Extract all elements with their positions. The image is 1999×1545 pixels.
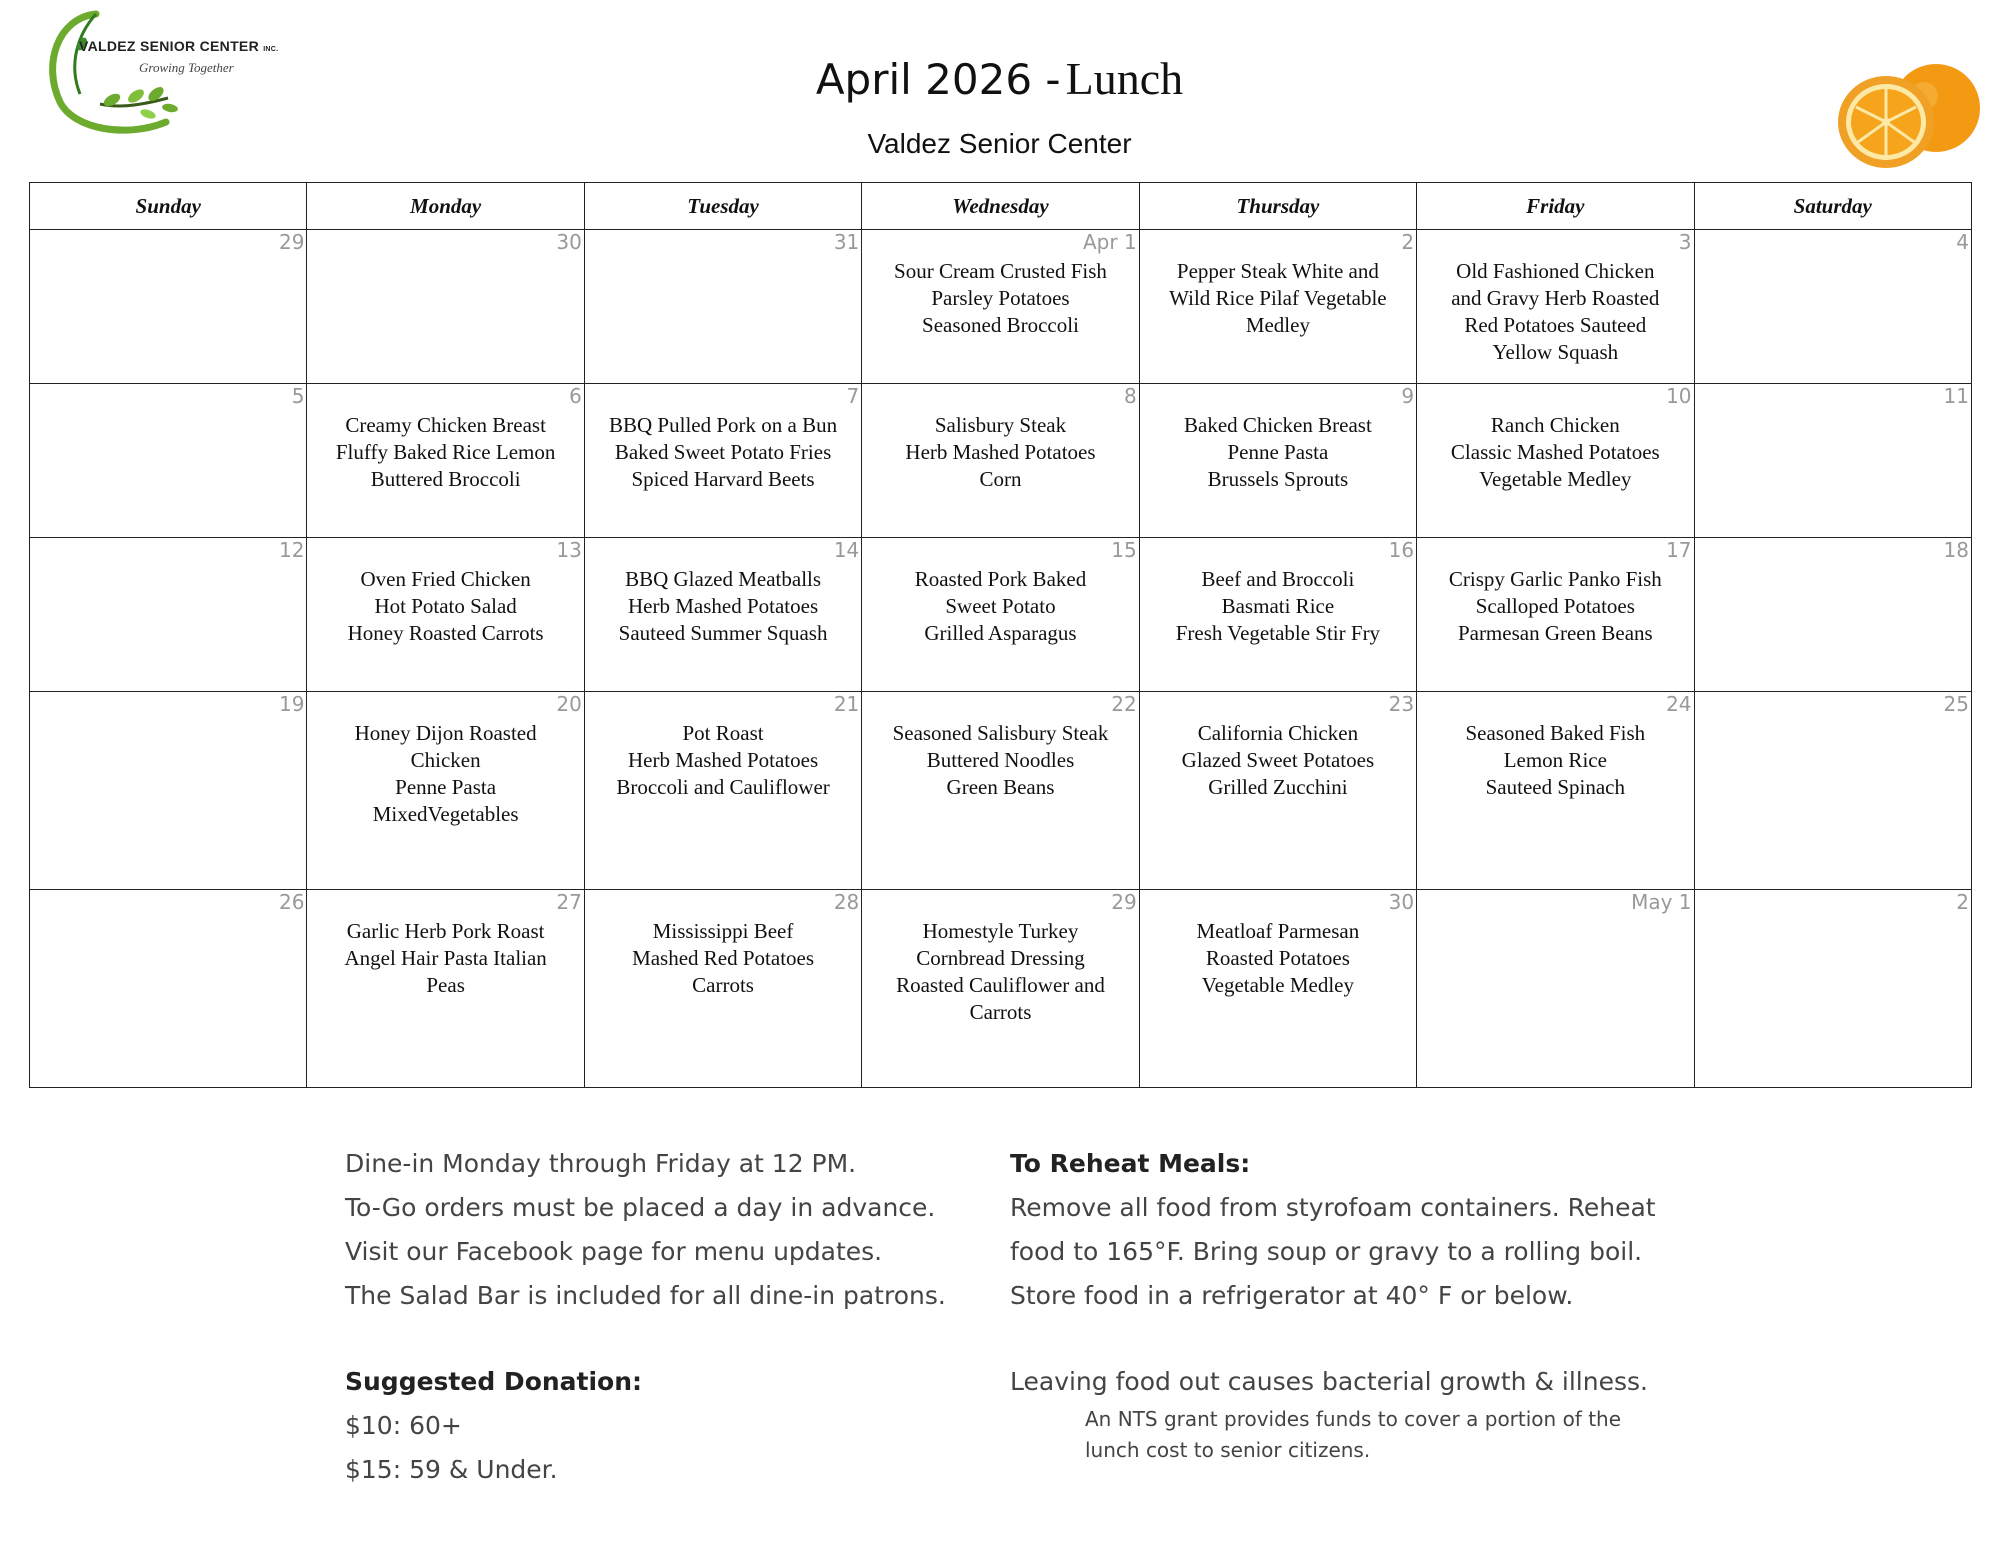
menu-items — [585, 412, 861, 493]
menu-item: Parmesan Green Beans — [1457, 621, 1653, 645]
calendar-day-cell — [1694, 890, 1971, 1088]
menu-items — [862, 566, 1138, 647]
menu-item: Spiced Harvard Beets — [631, 467, 815, 491]
menu-item: Green Beans — [946, 775, 1055, 799]
menu-item: Peas — [426, 973, 465, 997]
menu-item: Honey Dijon Roasted — [354, 721, 537, 745]
menu-item: Yellow Squash — [1492, 340, 1619, 364]
info-line: To-Go orders must be placed a day in advance. — [345, 1193, 936, 1222]
menu-items — [307, 412, 583, 493]
day-number: 30 — [1388, 890, 1415, 914]
menu-item: BBQ Pulled Pork on a Bun — [609, 413, 838, 437]
calendar-day-cell — [862, 890, 1139, 1088]
menu-item: Creamy Chicken Breast — [345, 413, 546, 437]
day-number: 9 — [1401, 384, 1415, 408]
day-number: 24 — [1666, 692, 1692, 716]
day-number: 3 — [1678, 230, 1692, 254]
calendar-day-cell — [1139, 890, 1416, 1088]
menu-item: Grilled Zucchini — [1208, 775, 1348, 799]
weekday-header: Tuesday — [584, 183, 861, 230]
calendar-day-cell — [307, 230, 584, 384]
day-number: 23 — [1388, 692, 1415, 716]
day-number: 26 — [278, 890, 305, 914]
calendar-day-cell — [307, 890, 584, 1088]
day-number: 4 — [1956, 230, 1969, 254]
calendar-day-cell — [1417, 890, 1694, 1088]
menu-item: Roasted Pork Baked — [914, 567, 1087, 591]
calendar-week-row — [30, 230, 1972, 384]
day-number: 5 — [291, 384, 305, 408]
calendar-day-cell — [30, 230, 307, 384]
menu-items — [1417, 720, 1693, 801]
menu-item: Herb Mashed Potatoes — [627, 748, 819, 772]
calendar-day-cell — [1139, 384, 1416, 538]
menu-items — [1140, 566, 1416, 647]
menu-item: Mississippi Beef — [652, 919, 794, 943]
menu-item: Hot Potato Salad — [374, 594, 517, 618]
day-number: 8 — [1123, 384, 1137, 408]
logo-suffix: INC. — [263, 46, 279, 53]
menu-item: Seasoned Broccoli — [922, 313, 1079, 337]
logo-tagline: Growing Together — [139, 60, 234, 75]
day-number: 16 — [1388, 538, 1415, 562]
day-number: 20 — [556, 692, 582, 716]
menu-item: Chicken — [410, 748, 481, 772]
day-number: 21 — [833, 692, 860, 716]
calendar-day-cell — [1694, 538, 1971, 692]
grant-line: lunch cost to senior citizens. — [1085, 1438, 1371, 1462]
menu-item: Oven Fried Chicken — [360, 567, 531, 591]
menu-item: Roasted Potatoes — [1205, 946, 1350, 970]
weekday-header: Saturday — [1694, 183, 1971, 230]
calendar-day-cell — [30, 692, 307, 890]
menu-item: Herb Mashed Potatoes — [905, 440, 1096, 464]
menu-items — [585, 720, 861, 801]
calendar-day-cell — [1417, 230, 1694, 384]
day-number: 10 — [1666, 384, 1692, 408]
menu-item: Carrots — [692, 973, 754, 997]
menu-item: Medley — [1245, 313, 1310, 337]
info-line: Visit our Facebook page for menu updates. — [345, 1237, 883, 1266]
day-number: 22 — [1111, 692, 1137, 716]
day-number: Apr 1 — [1083, 230, 1137, 254]
menu-item: Ranch Chicken — [1490, 413, 1620, 437]
grant-line: An NTS grant provides funds to cover a portion of the — [1085, 1407, 1622, 1431]
weekday-header: Sunday — [30, 183, 307, 230]
menu-item: Herb Mashed Potatoes — [627, 594, 819, 618]
menu-item: Homestyle Turkey — [922, 919, 1079, 943]
page-title — [0, 52, 1999, 105]
menu-item: Grilled Asparagus — [924, 621, 1077, 645]
weekday-header: Wednesday — [862, 183, 1139, 230]
reheat-warning: Leaving food out causes bacterial growth & illness. — [1010, 1367, 1648, 1396]
reheat-line: Remove all food from styrofoam containers. Reheat — [1010, 1193, 1656, 1222]
day-number: 13 — [556, 538, 582, 562]
day-number: 19 — [278, 692, 305, 716]
calendar-day-cell — [1417, 538, 1694, 692]
calendar-day-cell — [584, 692, 861, 890]
calendar-day-cell — [1694, 230, 1971, 384]
calendar-week-row — [30, 692, 1972, 890]
calendar-week-row — [30, 538, 1972, 692]
calendar-day-cell — [1694, 384, 1971, 538]
menu-item: Pepper Steak White and — [1176, 259, 1379, 283]
calendar-day-cell — [862, 538, 1139, 692]
calendar-day-cell — [1139, 230, 1416, 384]
info-line: The Salad Bar is included for all dine-in patrons. — [345, 1281, 946, 1310]
day-number: May 1 — [1631, 890, 1692, 914]
day-number: 17 — [1666, 538, 1692, 562]
day-number: 7 — [846, 384, 860, 408]
lunch-calendar — [29, 182, 1972, 1088]
calendar-day-cell — [1139, 692, 1416, 890]
menu-item: Old Fashioned Chicken — [1456, 259, 1655, 283]
reheat-line: Store food in a refrigerator at 40° F or below. — [1010, 1281, 1574, 1310]
menu-item: Classic Mashed Potatoes — [1450, 440, 1660, 464]
menu-item: MixedVegetables — [372, 802, 519, 826]
reheat-info — [1010, 1142, 1656, 1404]
info-line: Dine-in Monday through Friday at 12 PM. — [345, 1149, 857, 1178]
menu-item: Baked Chicken Breast — [1184, 413, 1372, 437]
weekday-header-row — [30, 183, 1972, 230]
menu-item: Honey Roasted Carrots — [347, 621, 544, 645]
menu-item: Corn — [979, 467, 1022, 491]
menu-item: and Gravy Herb Roasted — [1451, 286, 1660, 310]
menu-item: Buttered Broccoli — [370, 467, 521, 491]
calendar-day-cell — [30, 538, 307, 692]
calendar-day-cell — [584, 538, 861, 692]
day-number: 12 — [278, 538, 305, 562]
calendar-day-cell — [584, 890, 861, 1088]
menu-item: Beef and Broccoli — [1201, 567, 1355, 591]
grant-note — [1085, 1404, 1621, 1466]
calendar-day-cell — [1417, 692, 1694, 890]
calendar-day-cell — [30, 890, 307, 1088]
calendar-day-cell — [307, 538, 584, 692]
menu-item: Scalloped Potatoes — [1475, 594, 1635, 618]
menu-item: Penne Pasta — [395, 775, 497, 799]
calendar-day-cell — [307, 384, 584, 538]
menu-items — [307, 566, 583, 647]
menu-items — [1417, 258, 1693, 366]
menu-item: Broccoli and Cauliflower — [616, 775, 830, 799]
menu-item: Buttered Noodles — [926, 748, 1075, 772]
menu-item: California Chicken — [1197, 721, 1359, 745]
orange-icon — [1828, 52, 1988, 177]
menu-items — [585, 918, 861, 999]
calendar-day-cell — [862, 230, 1139, 384]
reheat-line: food to 165°F. Bring soup or gravy to a rolling boil. — [1010, 1237, 1643, 1266]
menu-item: Crispy Garlic Panko Fish — [1448, 567, 1662, 591]
donation-heading: Suggested Donation: — [345, 1367, 643, 1396]
menu-item: Baked Sweet Potato Fries — [614, 440, 832, 464]
dining-info — [345, 1142, 946, 1492]
title-month: April 2026 - — [815, 55, 1061, 104]
menu-item: BBQ Glazed Meatballs — [625, 567, 822, 591]
calendar-day-cell — [1417, 384, 1694, 538]
calendar-day-cell — [307, 692, 584, 890]
menu-item: Angel Hair Pasta Italian — [344, 946, 547, 970]
menu-item: Penne Pasta — [1227, 440, 1329, 464]
menu-item: Lemon Rice — [1503, 748, 1607, 772]
menu-items — [1417, 412, 1693, 493]
menu-item: Sweet Potato — [945, 594, 1056, 618]
menu-item: Seasoned Salisbury Steak — [892, 721, 1109, 745]
menu-item: Pot Roast — [682, 721, 764, 745]
menu-items — [862, 918, 1138, 1026]
day-number: 30 — [556, 230, 582, 254]
menu-item: Garlic Herb Pork Roast — [346, 919, 545, 943]
menu-item: Carrots — [969, 1000, 1032, 1024]
menu-item: Glazed Sweet Potatoes — [1181, 748, 1375, 772]
calendar-week-row — [30, 890, 1972, 1088]
day-number: 18 — [1943, 538, 1969, 562]
donation-line: $10: 60+ — [345, 1411, 462, 1440]
menu-item: Vegetable Medley — [1201, 973, 1354, 997]
day-number: 6 — [569, 384, 582, 408]
menu-item: Seasoned Baked Fish — [1465, 721, 1646, 745]
weekday-header: Thursday — [1139, 183, 1416, 230]
menu-items — [862, 258, 1138, 339]
menu-items — [1140, 258, 1416, 339]
menu-item: Mashed Red Potatoes — [632, 946, 815, 970]
menu-items — [862, 720, 1138, 801]
menu-items — [307, 720, 583, 828]
calendar-day-cell — [862, 384, 1139, 538]
day-number: 2 — [1401, 230, 1415, 254]
reheat-heading: To Reheat Meals: — [1010, 1149, 1251, 1178]
weekday-header: Friday — [1417, 183, 1694, 230]
menu-item: Salisbury Steak — [934, 413, 1067, 437]
menu-item: Brussels Sprouts — [1207, 467, 1349, 491]
menu-item: Fluffy Baked Rice Lemon — [335, 440, 556, 464]
day-number: 11 — [1943, 384, 1969, 408]
calendar-week-row — [30, 384, 1972, 538]
calendar-day-cell — [584, 384, 861, 538]
menu-item: Basmati Rice — [1221, 594, 1335, 618]
day-number: 15 — [1111, 538, 1137, 562]
calendar-day-cell — [862, 692, 1139, 890]
menu-items — [1417, 566, 1693, 647]
day-number: 27 — [556, 890, 582, 914]
menu-item: Vegetable Medley — [1479, 467, 1632, 491]
logo-name: VALDEZ SENIOR CENTER INC. — [79, 38, 279, 54]
title-meal: Lunch — [1065, 53, 1184, 104]
calendar-day-cell — [1694, 692, 1971, 890]
day-number: 29 — [1111, 890, 1137, 914]
menu-items — [1140, 412, 1416, 493]
menu-item: Parsley Potatoes — [931, 286, 1070, 310]
day-number: 2 — [1956, 890, 1969, 914]
page-subtitle: Valdez Senior Center — [867, 128, 1132, 159]
donation-line: $15: 59 & Under. — [345, 1455, 558, 1484]
menu-item: Red Potatoes Sauteed — [1464, 313, 1647, 337]
day-number: 14 — [833, 538, 860, 562]
day-number: 29 — [278, 230, 305, 254]
menu-item: Fresh Vegetable Stir Fry — [1175, 621, 1381, 645]
menu-items — [1140, 720, 1416, 801]
menu-item: Cornbread Dressing — [916, 946, 1085, 970]
day-number: 31 — [833, 230, 860, 254]
menu-items — [862, 412, 1138, 493]
menu-item: Meatloaf Parmesan — [1196, 919, 1360, 943]
day-number: 25 — [1943, 692, 1969, 716]
calendar-day-cell — [1139, 538, 1416, 692]
day-number: 28 — [833, 890, 860, 914]
menu-item: Wild Rice Pilaf Vegetable — [1169, 286, 1387, 310]
menu-item: Sour Cream Crusted Fish — [894, 259, 1107, 283]
menu-item: Roasted Cauliflower and — [896, 973, 1105, 997]
calendar-day-cell — [30, 384, 307, 538]
menu-items — [1140, 918, 1416, 999]
menu-item: Sauteed Summer Squash — [618, 621, 828, 645]
calendar-day-cell — [584, 230, 861, 384]
menu-item: Sauteed Spinach — [1485, 775, 1626, 799]
weekday-header: Monday — [307, 183, 584, 230]
menu-items — [307, 918, 583, 999]
menu-items — [585, 566, 861, 647]
